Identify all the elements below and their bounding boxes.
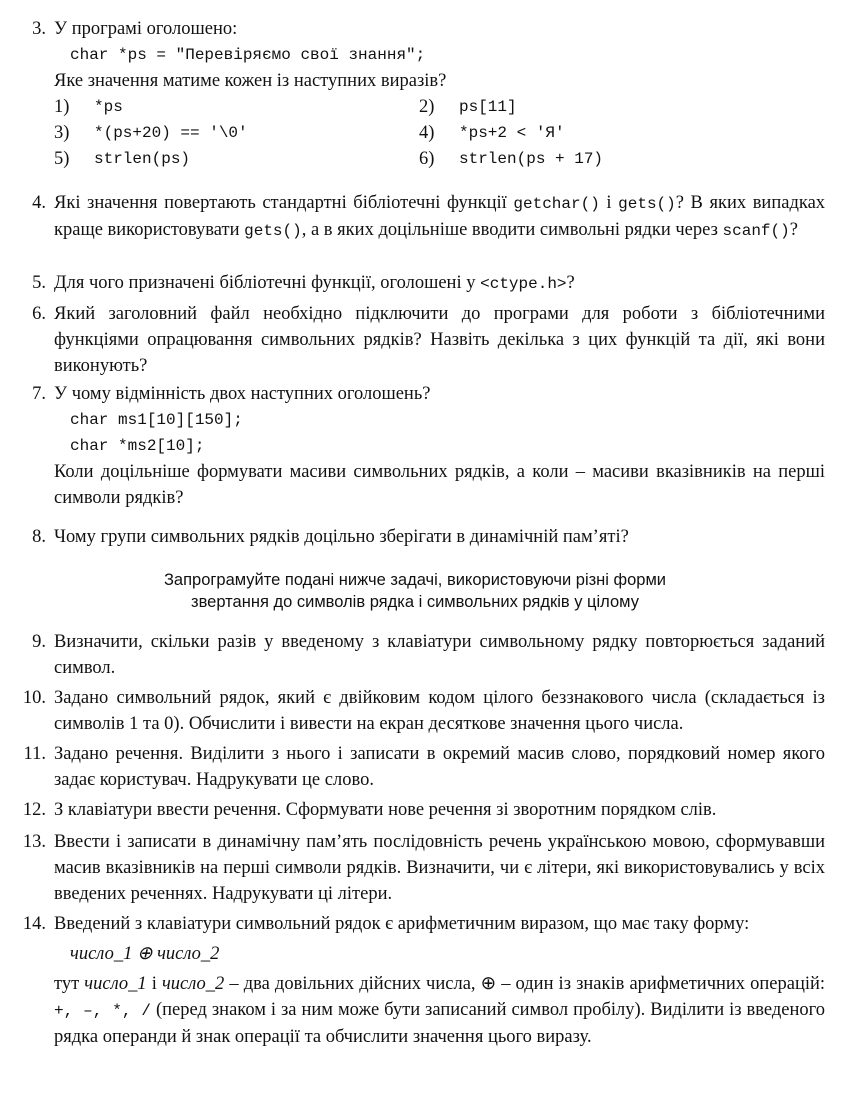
option-1: 1) *ps — [54, 97, 123, 117]
question-text: Задано речення. Виділити з нього і записати в окремий масив слово, порядковий номер якого задає користувач. Надрукувати це слово. — [54, 744, 825, 790]
formula: число_1 ⊕ число_2 — [70, 944, 220, 964]
question-3 — [10, 16, 825, 172]
question-text: Введений з клавіатури символьний рядок є арифметичним виразом, що має таку форму: — [54, 914, 750, 934]
section-heading: Запрограмуйте подані нижче задачі, використовуючи різні форми звертання до символів рядка і символьних рядків у цілому — [163, 571, 667, 611]
question-number: 12. — [22, 800, 46, 820]
operators: +, –, *, / — [54, 1002, 152, 1020]
question-9 — [10, 629, 825, 681]
question-number: 8. — [32, 527, 46, 547]
question-8 — [10, 524, 825, 550]
question-number: 13. — [22, 832, 46, 852]
question-text-continued: Коли доцільніше формувати масиви символьних рядків, а коли – масиви вказівників на перші символи рядків? — [54, 462, 825, 508]
question-text: Які значення повертають стандартні бібліотечні функції getchar() і gets()? В яких випадках краще використовувати gets(), а в яких доцільніше вводити символьні рядки через scanf()? — [54, 193, 826, 240]
question-text: У чому відмінність двох наступних оголошень? — [54, 384, 431, 404]
question-number: 3. — [32, 19, 46, 39]
question-14 — [10, 911, 825, 1050]
question-5 — [10, 270, 825, 297]
option-5: 5) strlen(ps) — [54, 149, 191, 169]
option-2: 2) ps[11] — [419, 97, 517, 117]
question-text: Задано символьний рядок, який є двійковим кодом цілого беззнакового числа (складається із символів 1 та 0). Обчислити і вивести на екран десяткове значення цього числа. — [54, 688, 825, 734]
question-number: 11. — [23, 744, 46, 764]
question-7 — [10, 381, 825, 511]
question-10 — [10, 685, 825, 737]
option-4: 4) *ps+2 < 'Я' — [419, 123, 565, 143]
question-number: 10. — [22, 688, 46, 708]
question-number: 14. — [22, 914, 46, 934]
option-3: 3) *(ps+20) == '\0' — [54, 123, 248, 143]
question-prompt: Яке значення матиме кожен із наступних виразів? — [54, 71, 447, 91]
question-number: 4. — [32, 193, 46, 213]
question-number: 5. — [32, 273, 46, 293]
question-text-continued: тут число_1 і число_2 – два довільних дійсних числа, ⊕ – один із знаків арифметичних операцій: +, –, *, / (перед знаком і за ним може бути записаний символ пробілу). Виділити із введеного рядка операнди й знак операції та обчислити значення цього виразу. — [54, 974, 826, 1047]
question-13 — [10, 829, 825, 907]
question-4 — [10, 190, 825, 244]
question-11 — [10, 741, 825, 793]
option-6: 6) strlen(ps + 17) — [419, 149, 604, 169]
question-text: Для чого призначені бібліотечні функції, оголошені у <ctype.h>? — [54, 273, 575, 293]
options-grid — [54, 94, 825, 172]
question-text: Чому групи символьних рядків доцільно зберігати в динамічній пам’яті? — [54, 527, 629, 547]
question-number: 6. — [32, 304, 46, 324]
code-declaration-2: char *ms2[10]; — [70, 437, 205, 455]
code-declaration: char *ps = "Перевіряємо свої знання"; — [70, 46, 426, 64]
question-number: 9. — [32, 632, 46, 652]
code-declaration-1: char ms1[10][150]; — [70, 411, 243, 429]
question-text: Ввести і записати в динамічну пам’ять послідовність речень українською мовою, сформувавши масив вказівників на перші символи рядків. Визначити, чи є літери, які використовувались у всіх введених реченнях. Надрукувати ці літери. — [54, 832, 825, 904]
question-text: З клавіатури ввести речення. Сформувати нове речення зі зворотним порядком слів. — [54, 800, 717, 820]
question-text: Визначити, скільки разів у введеному з клавіатури символьному рядку повторюється заданий символ. — [54, 632, 825, 678]
question-number: 7. — [32, 384, 46, 404]
question-text: У програмі оголошено: — [54, 19, 238, 39]
question-text: Який заголовний файл необхідно підключити до програми для роботи з бібліотечними функціями опрацювання символьних рядків? Назвіть декілька з цих функцій та дії, які вони виконують? — [54, 304, 825, 376]
question-12 — [10, 797, 825, 823]
question-6 — [10, 301, 825, 379]
